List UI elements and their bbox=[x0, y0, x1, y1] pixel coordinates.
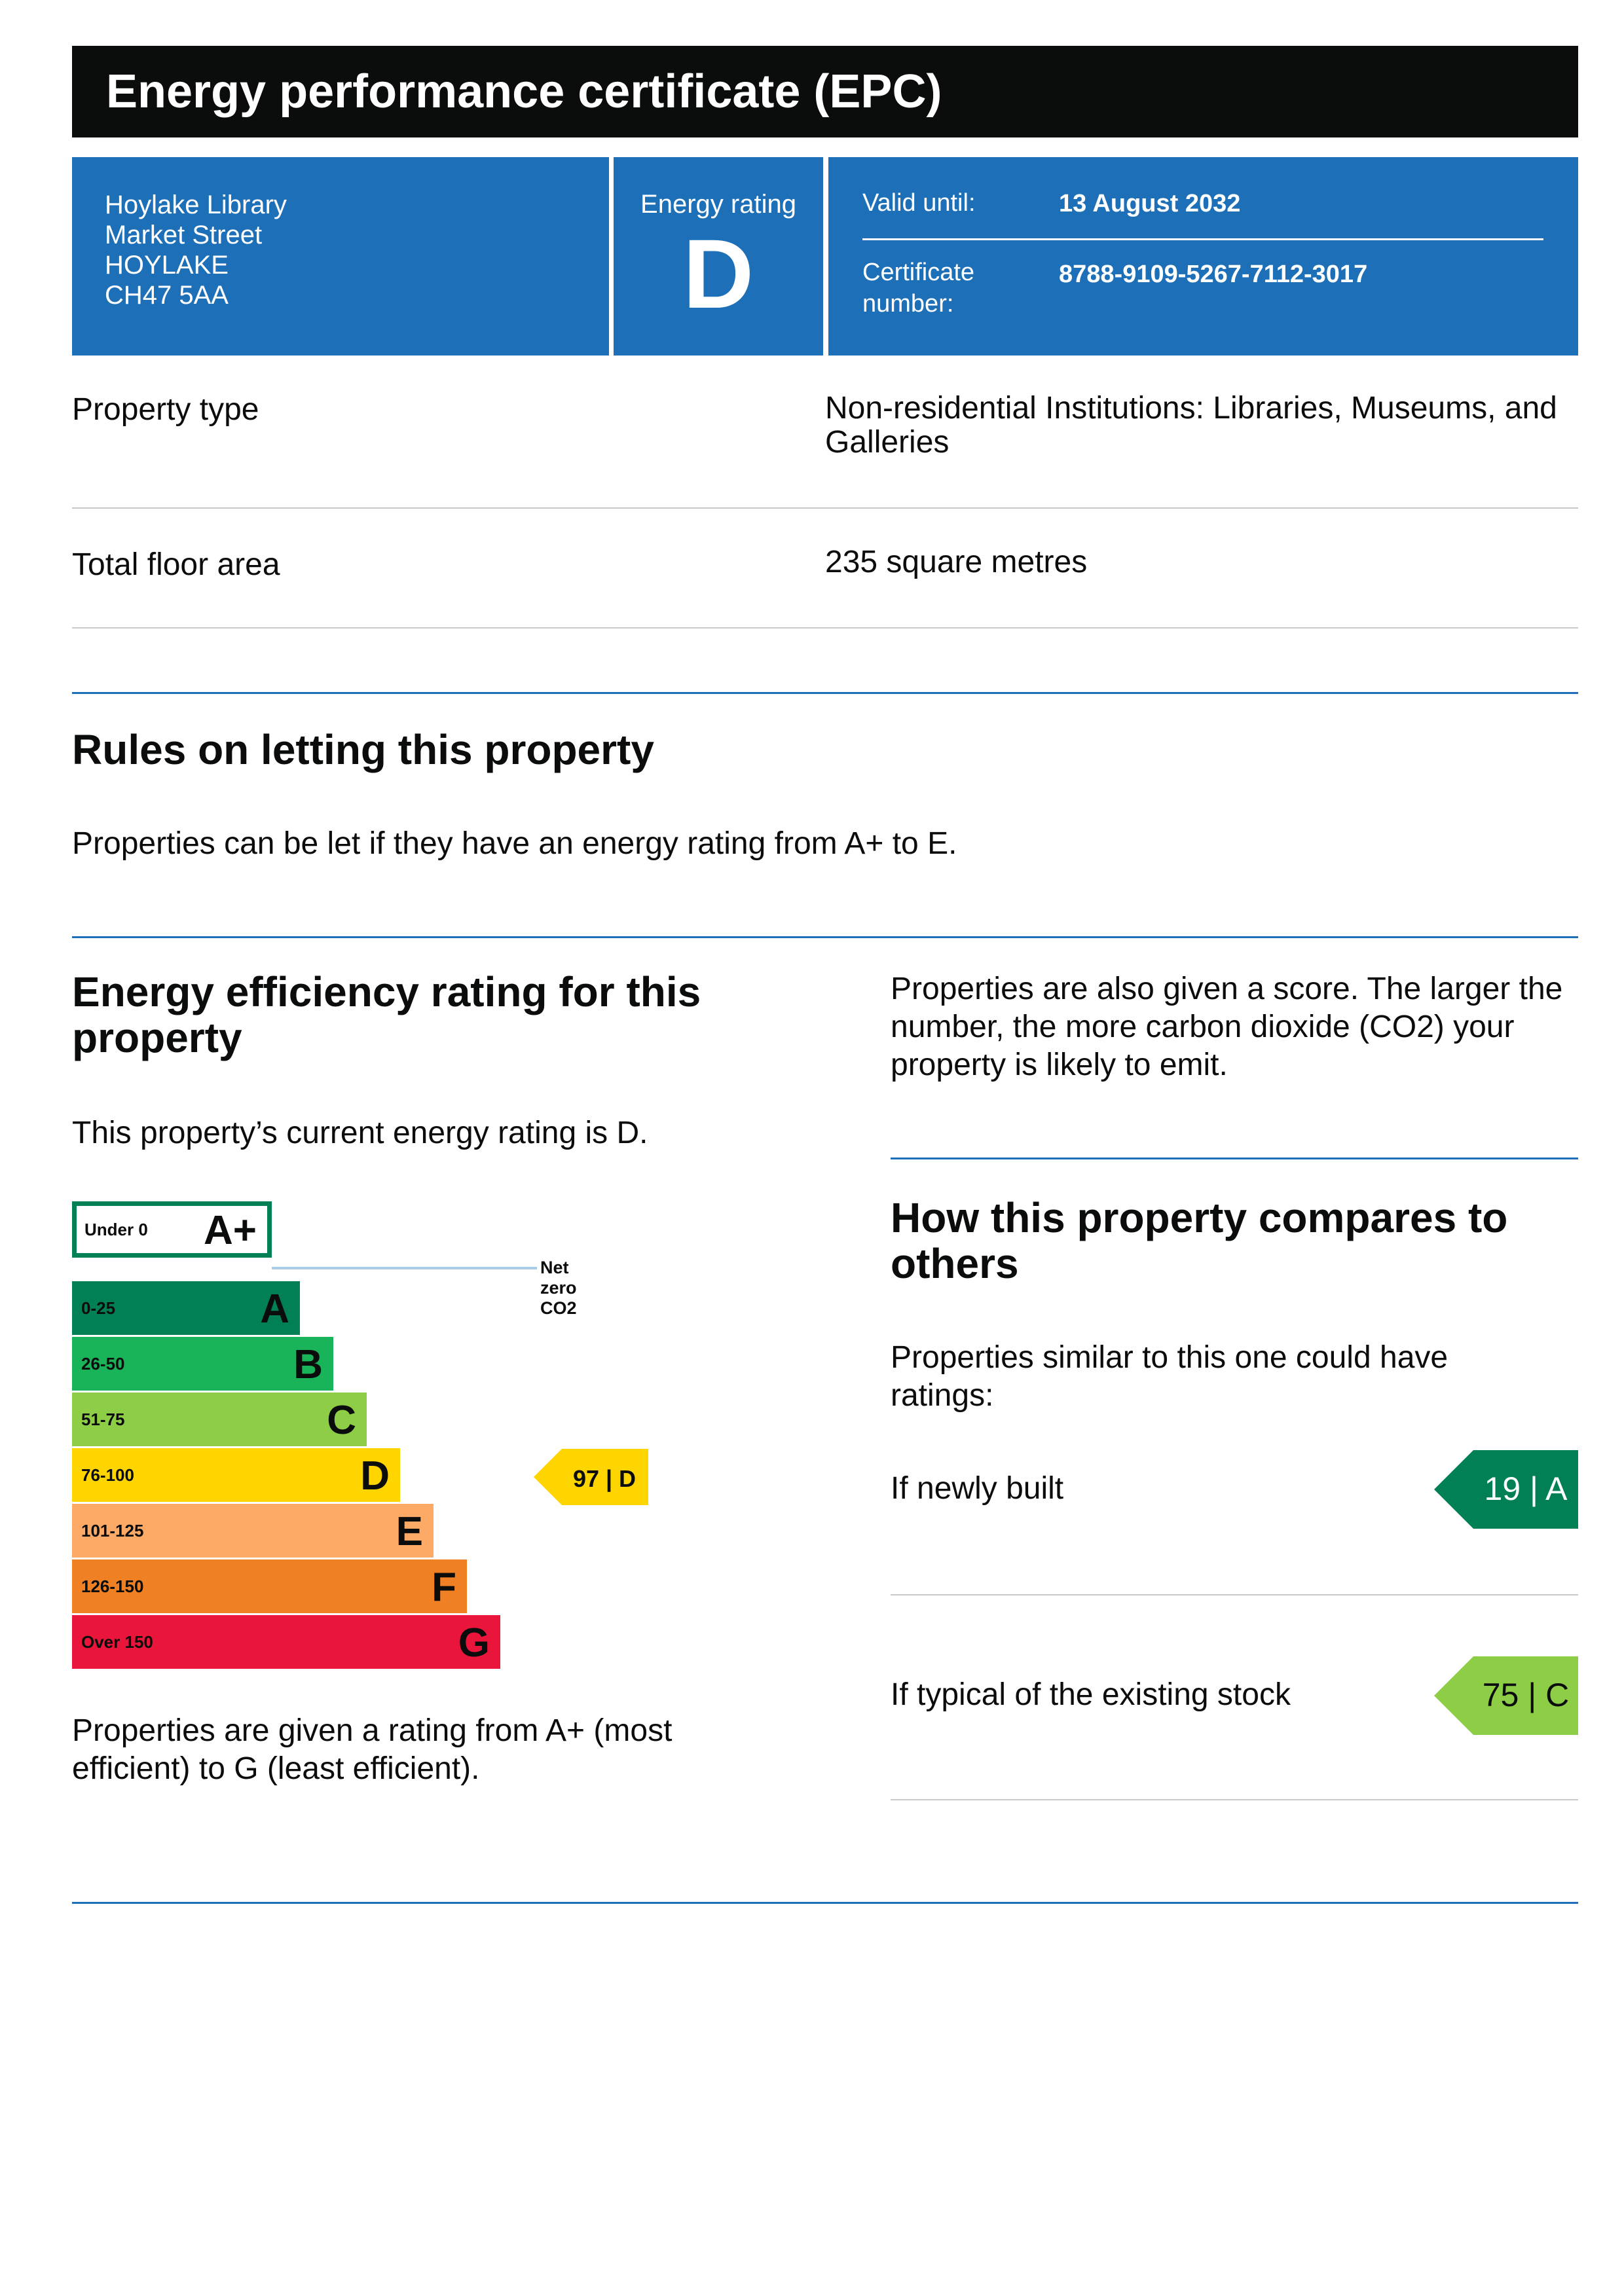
divider bbox=[891, 1594, 1578, 1595]
aplus-letter: A+ bbox=[204, 1208, 257, 1253]
aplus-range: Under 0 bbox=[84, 1220, 148, 1239]
property-type-label: Property type bbox=[72, 392, 259, 427]
band-range: 26-50 bbox=[81, 1354, 125, 1374]
address-line-1: Hoylake Library bbox=[105, 191, 287, 219]
band-letter: B bbox=[293, 1342, 323, 1387]
energy-rating-letter: D bbox=[682, 219, 754, 329]
divider bbox=[891, 1799, 1578, 1800]
net-zero-line bbox=[272, 1267, 537, 1269]
band-letter: C bbox=[327, 1398, 356, 1443]
certificate-number-label bbox=[862, 257, 974, 319]
band-b bbox=[72, 1337, 333, 1391]
page-title: Energy performance certificate (EPC) bbox=[72, 46, 1578, 137]
score-explanation: Properties are also given a score. The larger the number, the more carbon dioxide (CO2) your property is likely to emit. bbox=[891, 972, 1563, 1082]
band-letter: A bbox=[260, 1286, 289, 1332]
band-d bbox=[72, 1448, 400, 1502]
newly-built-label: If newly built bbox=[891, 1471, 1064, 1506]
band-range: 0-25 bbox=[81, 1298, 116, 1318]
band-letter: F bbox=[432, 1565, 456, 1610]
address-line-3: HOYLAKE bbox=[105, 251, 229, 280]
address-panel bbox=[72, 157, 609, 355]
certificate-number-value: 8788-9109-5267-7112-3017 bbox=[1059, 261, 1368, 288]
net-zero-label: Net zero CO2 bbox=[540, 1258, 577, 1318]
letting-heading: Rules on letting this property bbox=[72, 726, 654, 773]
section-divider bbox=[72, 692, 1578, 694]
band-e bbox=[72, 1504, 434, 1558]
band-range: 76-100 bbox=[81, 1465, 134, 1485]
current-rating-arrow bbox=[534, 1449, 648, 1505]
band-range: 101-125 bbox=[81, 1521, 144, 1540]
section-divider bbox=[72, 1902, 1578, 1904]
energy-rating-label: Energy rating bbox=[640, 190, 796, 219]
address-line-4: CH47 5AA bbox=[105, 281, 229, 310]
band-letter: G bbox=[458, 1620, 490, 1666]
divider bbox=[72, 627, 1578, 629]
compare-heading: How this property compares to others bbox=[891, 1194, 1508, 1287]
existing-stock-rating: 75 | C bbox=[1482, 1677, 1570, 1713]
band-letter: D bbox=[360, 1453, 390, 1499]
energy-rating-panel bbox=[614, 157, 823, 355]
validity-panel bbox=[828, 157, 1578, 355]
address-line-2: Market Street bbox=[105, 221, 263, 249]
compare-intro: Properties similar to this one could have ratings: bbox=[891, 1340, 1449, 1413]
rating-scale-note: Properties are given a rating from A+ (most efficient) to G (least efficient). bbox=[72, 1713, 673, 1786]
aplus-band bbox=[72, 1201, 272, 1258]
newly-built-rating-arrow bbox=[1434, 1450, 1578, 1529]
band-c bbox=[72, 1393, 367, 1446]
certificate-label-line-2: number: bbox=[862, 290, 954, 318]
divider bbox=[72, 507, 1578, 509]
section-divider bbox=[891, 1157, 1578, 1159]
band-range: 126-150 bbox=[81, 1576, 144, 1596]
certificate-label-line-1: Certificate bbox=[862, 259, 975, 286]
band-letter: E bbox=[396, 1509, 423, 1554]
efficiency-heading: Energy efficiency rating for this property bbox=[72, 968, 701, 1061]
valid-until-value: 13 August 2032 bbox=[1059, 190, 1241, 217]
band-range: 51-75 bbox=[81, 1410, 125, 1429]
section-divider bbox=[72, 936, 1578, 938]
current-rating-text-label: 97 | D bbox=[572, 1465, 637, 1492]
floor-area-value: 235 square metres bbox=[825, 545, 1088, 579]
property-type-value: Non-residential Institutions: Libraries, Museums, and Galleries bbox=[825, 391, 1557, 460]
existing-stock-label: If typical of the existing stock bbox=[891, 1677, 1291, 1712]
letting-text: Properties can be let if they have an energy rating from A+ to E. bbox=[72, 826, 957, 861]
band-a bbox=[72, 1281, 300, 1335]
band-g bbox=[72, 1615, 500, 1669]
existing-stock-rating-arrow bbox=[1434, 1656, 1578, 1735]
newly-built-rating: 19 | A bbox=[1484, 1470, 1568, 1507]
band-f bbox=[72, 1559, 467, 1613]
floor-area-label: Total floor area bbox=[72, 547, 280, 582]
band-range: Over 150 bbox=[81, 1632, 153, 1652]
validity-divider bbox=[862, 238, 1543, 240]
current-rating-text: This property’s current energy rating is D. bbox=[72, 1116, 648, 1150]
valid-until-label: Valid until: bbox=[862, 189, 976, 217]
